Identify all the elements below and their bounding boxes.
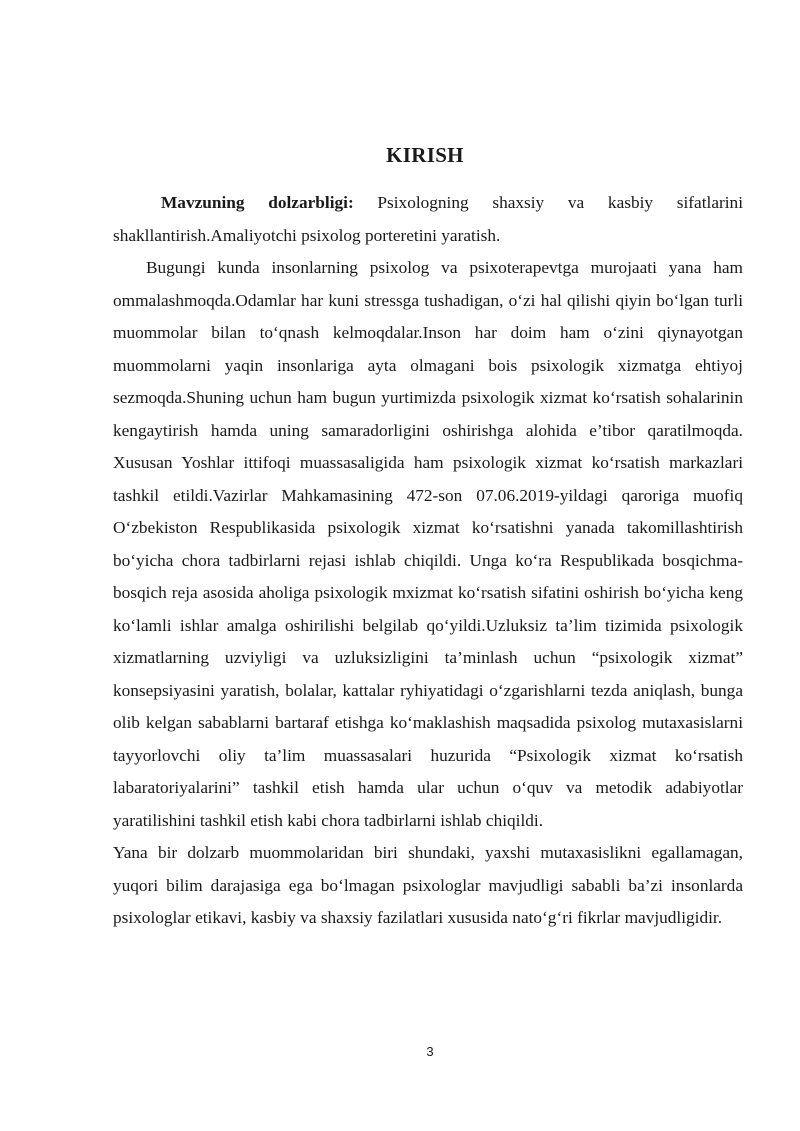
intro-text: Psixologning shaxsiy va kasbiy sifatlarini shakllantirish.Amaliyotchi psixolog porteretini yaratish. (113, 193, 743, 245)
page-number: 3 (426, 1044, 434, 1059)
paragraph-3: Yana bir dolzarb muommolaridan biri shundaki, yaxshi mutaxasislikni egallamagan, yuqori bilim darajasiga ega bo‘lmagan psixologlar mavjudligi sababli ba’zi insonlarda psixologlar etikavi, kasbiy va shaxsiy fazilatlari xususida nato‘g‘ri fikrlar mavjudligidir. (113, 843, 743, 927)
intro-paragraph (113, 187, 743, 252)
intro-label: Mavzuning dolzarbligi: (161, 193, 354, 212)
page-title: KIRISH (386, 143, 464, 167)
document-body (113, 187, 743, 935)
paragraph-2: Bugungi kunda insonlarning psixolog va psixoterapevtga murojaati yana ham ommalashmoqda.Odamlar har kuni stressga tushadigan, o‘zi hal qilishi qiyin bo‘lgan turli muommolar bilan to‘qnash kelmoqdalar.Inson har doim ham o‘zini qiynayotgan muommolarni yaqin insonlariga ayta olmagani bois psixologik xizmatga ehtiyoj sezmoqda.Shuning uchun ham bugun yurtimizda psixologik xizmat ko‘rsatish sohalarinin kengaytirish hamda uning samaradorligini oshirishga alohida e’tibor qaratilmoqda. Xususan Yoshlar ittifoqi muassasaligida ham psixologik xizmat ko‘rsatish markazlari tashkil etildi.Vazirlar Mahkamasining 472-son 07.06.2019-yildagi qaroriga muofiq O‘zbekiston Respublikasida psixologik xizmat ko‘rsatishni yanada takomillashtirish bo‘yicha chora tadbirlarni rejasi ishlab chiqildi. Unga ko‘ra Respublikada bosqichma-bosqich reja asosida aholiga psixologik mxizmat ko‘rsatish sifatini oshirish bo‘yicha keng ko‘lamli ishlar amalga oshirilishi belgilab qo‘yildi.Uzluksiz ta’lim tizimida psixologik xizmatlarning uzviyligi va uzluksizligini ta’minlash uchun “psixologik xizmat” konsepsiyasini yaratish, bolalar, kattalar ryhiyatidagi o‘zgarishlarni tezda aniqlash, bunga olib kelgan sabablarni bartaraf etishga ko‘maklashish maqsadida psixolog mutaxasislarni tayyorlovchi oliy ta’lim muassasalari huzurida “Psixologik xizmat ko‘rsatish labaratoriyalarini” tashkil etish hamda ular uchun o‘quv va metodik adabiyotlar yaratilishini tashkil etish kabi chora tadbirlarni ishlab chiqildi. (113, 258, 743, 830)
